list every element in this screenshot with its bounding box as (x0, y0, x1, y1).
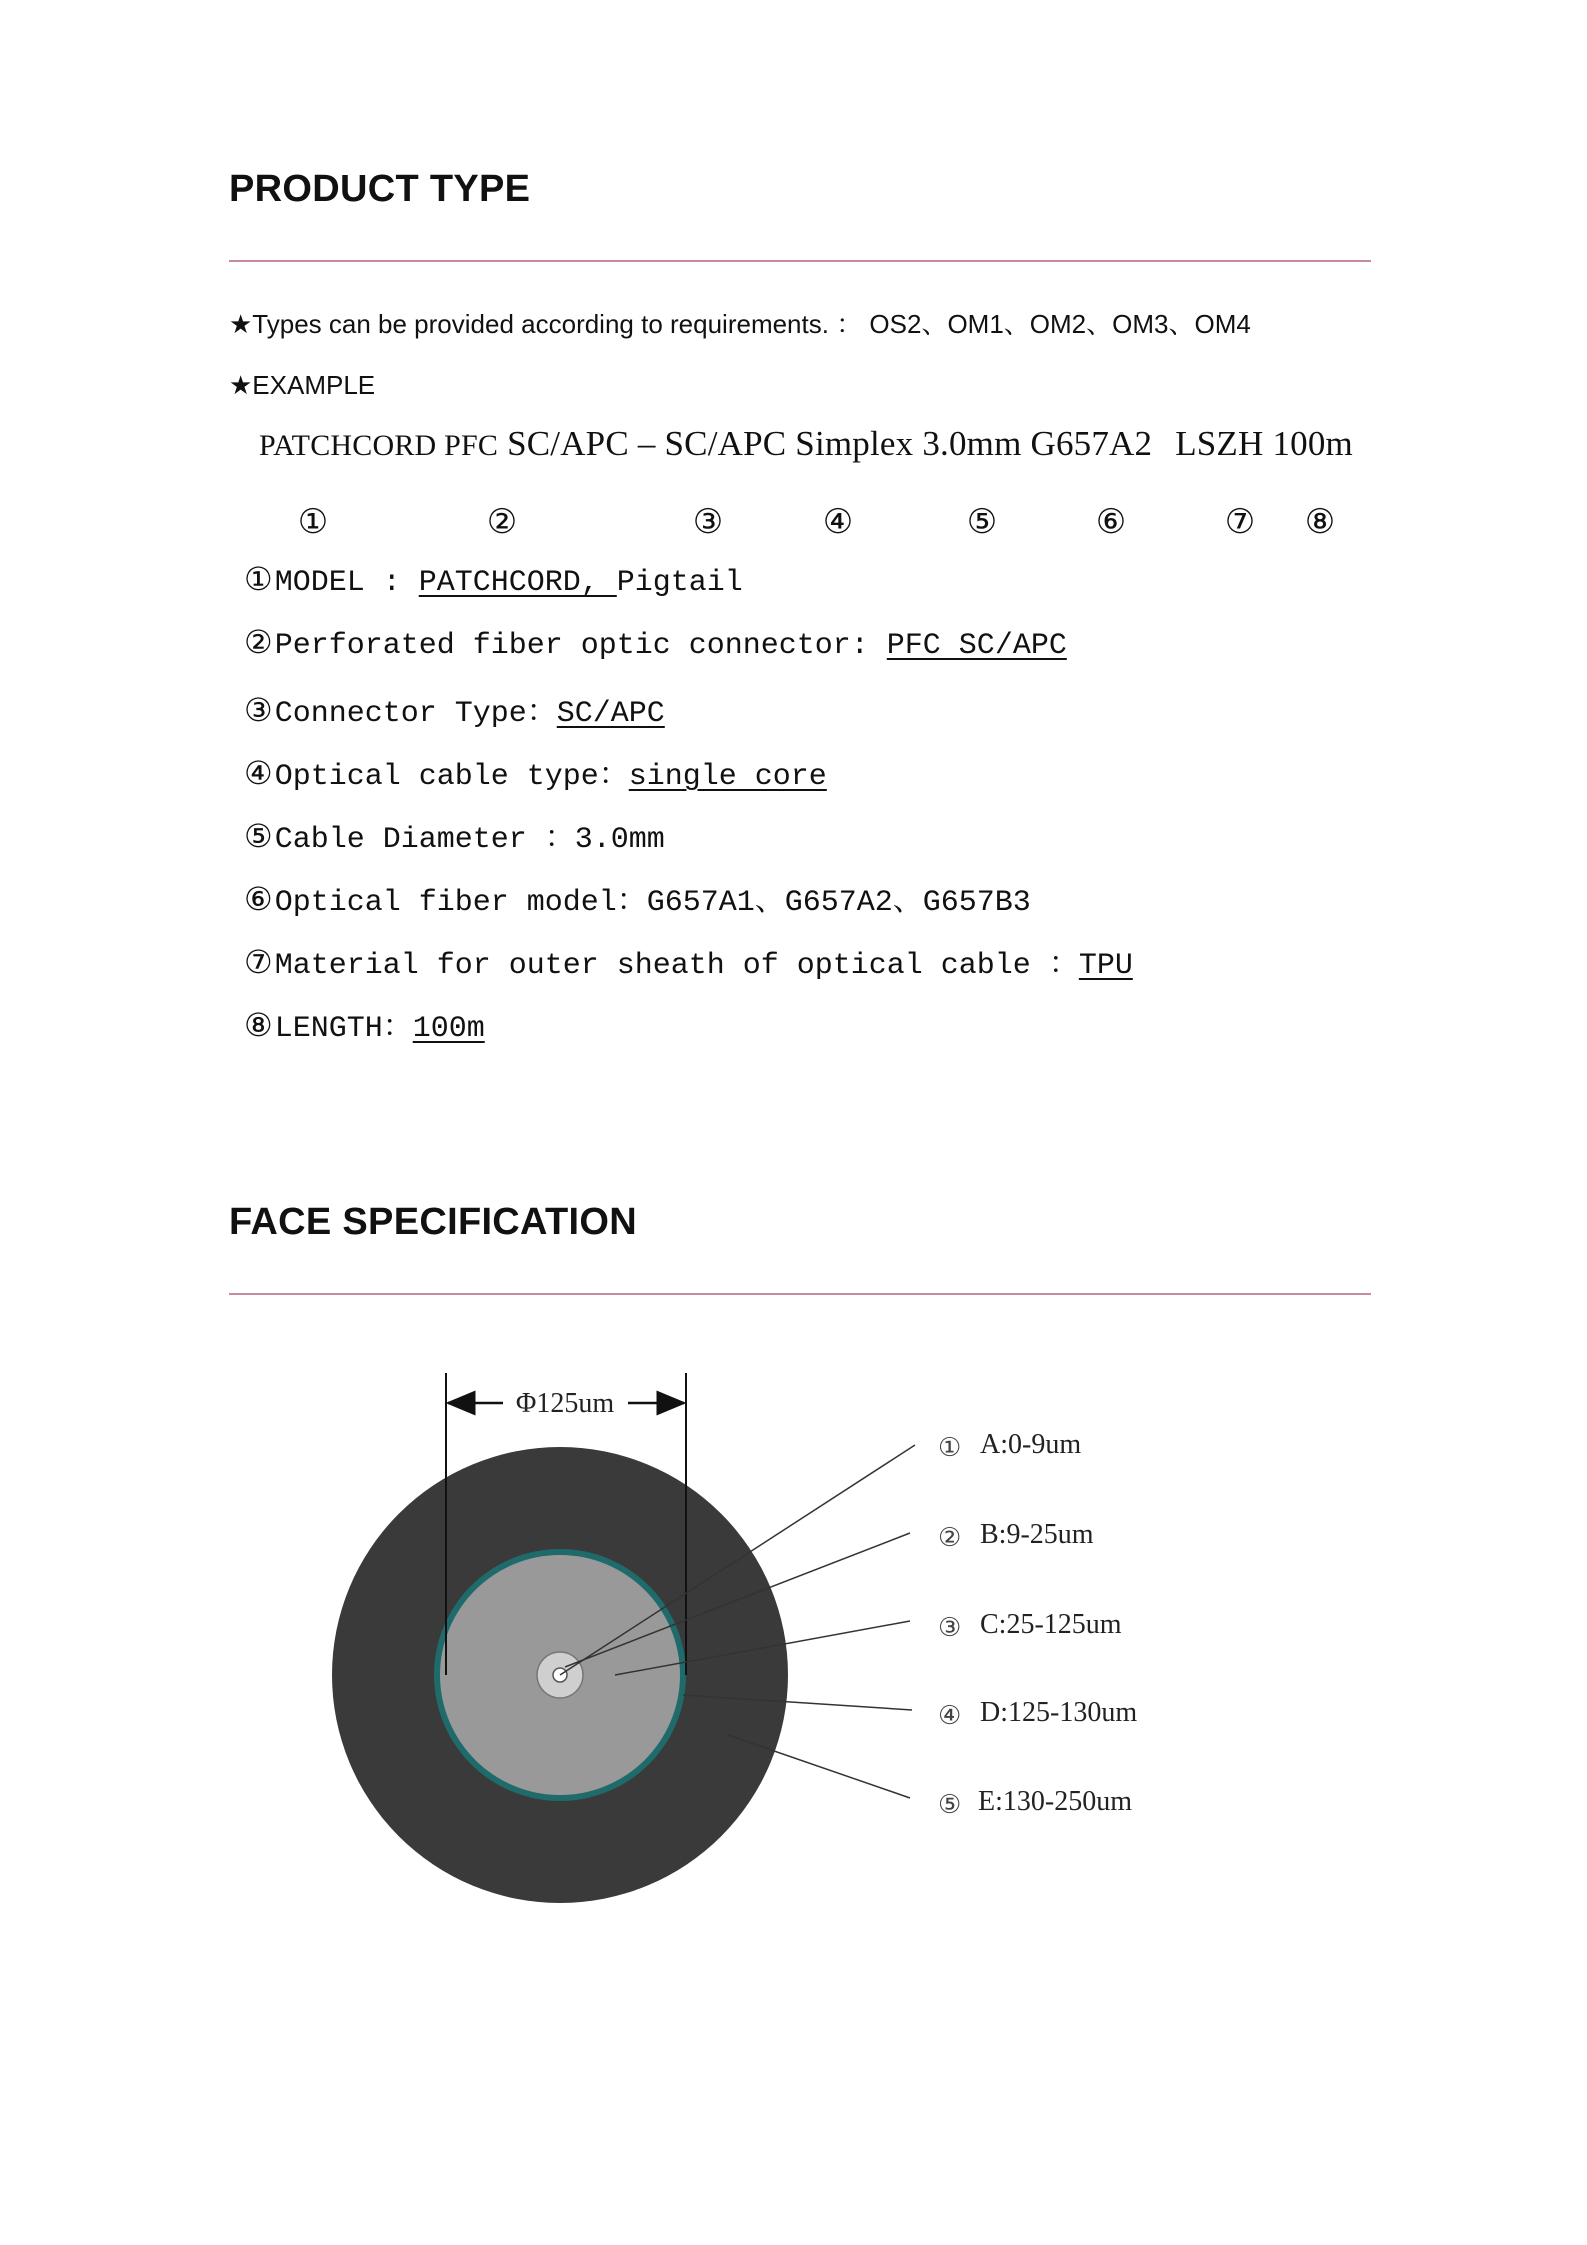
spec-label: Material for outer sheath of optical cable ： (274, 949, 1079, 983)
section-divider (229, 260, 1371, 262)
spec-value: TPU (1078, 949, 1133, 983)
spec-extra: Pigtail (616, 566, 743, 600)
spec-value: 100m (412, 1012, 485, 1046)
example-marker: ⑦ (1224, 504, 1256, 541)
spec-list (244, 560, 1133, 1064)
spec-row-connector (244, 623, 1133, 686)
example-cable: Simplex (795, 424, 914, 463)
spec-label: Perforated fiber optic connector: (274, 629, 887, 663)
spec-number: ⑦ (244, 944, 273, 980)
example-length: 100m (1272, 424, 1353, 463)
spec-number: ④ (244, 755, 273, 791)
spec-row-cable-type (244, 749, 1133, 812)
spec-number: ③ (244, 692, 273, 728)
example-sheath: LSZH (1175, 424, 1264, 463)
spec-number: ① (244, 561, 273, 597)
spec-label: LENGTH： (274, 1012, 413, 1046)
legend-label: D:125-130um (980, 1697, 1138, 1728)
spec-value: PFC SC/APC (886, 629, 1067, 663)
example-connector-a: SC/APC (507, 424, 629, 463)
spec-label: Connector Type： (274, 697, 557, 731)
types-note: ★Types can be provided according to requirements. ： OS2、OM1、OM2、OM3、OM4 (229, 309, 1251, 339)
legend-number: ② (938, 1523, 962, 1553)
spec-row-fiber-model (244, 875, 1133, 938)
example-marker: ① (297, 504, 329, 541)
spec-row-length (244, 1001, 1133, 1064)
fiber-cross-section-diagram (300, 1355, 1200, 1935)
example-marker: ⑤ (966, 504, 998, 541)
spec-value: SC/APC (556, 697, 665, 731)
example-marker: ③ (692, 504, 724, 541)
spec-label: Cable Diameter ：3.0mm (274, 823, 665, 857)
example-marker: ② (486, 504, 518, 541)
legend-label: B:9-25um (980, 1519, 1094, 1550)
example-dash: – (637, 424, 656, 463)
spec-row-model (244, 560, 1133, 623)
example-code (259, 424, 1353, 464)
example-marker: ⑧ (1304, 504, 1336, 541)
spec-value: single core (628, 760, 827, 794)
spec-value: PATCHCORD, (418, 566, 617, 600)
example-label: ★EXAMPLE (229, 370, 376, 400)
spec-row-diameter (244, 812, 1133, 875)
example-model: PATCHCORD PFC (259, 429, 499, 462)
spec-number: ⑥ (244, 881, 273, 917)
example-connector-b: SC/APC (664, 424, 787, 463)
spec-label: Optical fiber model：G657A1、G657A2、G657B3 (274, 886, 1031, 920)
legend-number: ① (938, 1433, 962, 1463)
spec-number: ② (244, 624, 273, 660)
example-marker: ⑥ (1095, 504, 1127, 541)
example-diameter: 3.0mm (922, 424, 1022, 463)
example-fiber: G657A2 (1030, 424, 1153, 463)
legend-label: A:0-9um (980, 1429, 1082, 1460)
legend-label: E:130-250um (978, 1786, 1132, 1817)
product-type-title: PRODUCT TYPE (229, 168, 531, 210)
spec-number: ⑧ (244, 1007, 273, 1043)
legend-number: ③ (938, 1613, 962, 1643)
face-specification-title: FACE SPECIFICATION (229, 1201, 637, 1243)
legend-number: ④ (938, 1701, 962, 1731)
spec-row-sheath (244, 938, 1133, 1001)
spec-number: ⑤ (244, 818, 273, 854)
spec-row-connector-type (244, 686, 1133, 749)
example-marker: ④ (822, 504, 854, 541)
spec-label: Optical cable type： (274, 760, 629, 794)
section-divider (229, 1293, 1371, 1295)
legend-number: ⑤ (938, 1790, 962, 1820)
spec-label: MODEL : (274, 566, 419, 600)
dimension-label: Φ125um (515, 1388, 615, 1419)
legend-label: C:25-125um (980, 1609, 1122, 1640)
